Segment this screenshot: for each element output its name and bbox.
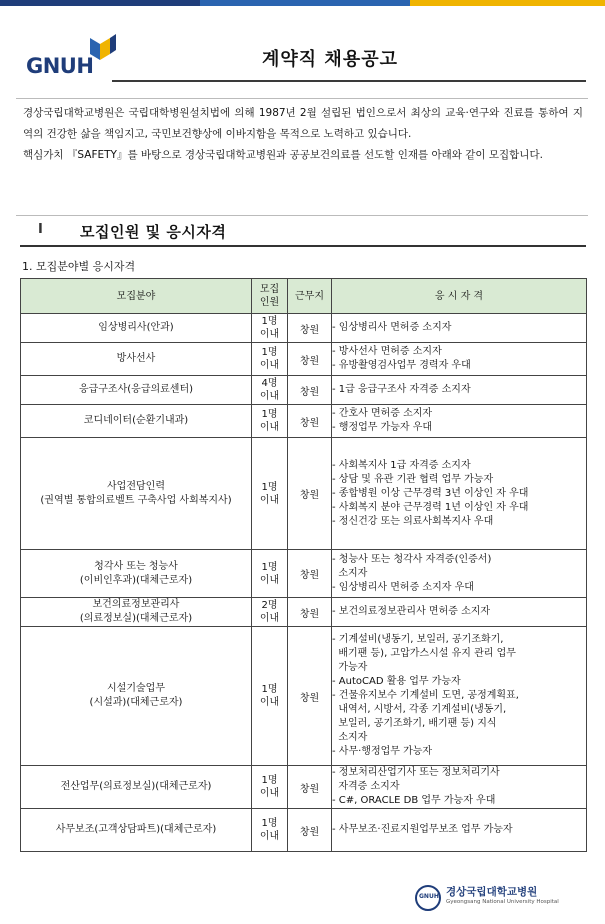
qualification-line: - 종합병원 이상 근무경력 3년 이상인 자 우대	[332, 487, 529, 499]
intro-paragraph-1: 경상국립대학교병원은 국립대학병원설치법에 의해 1987년 2월 설립된 법인으로서 최상의 교육·연구와 진료를 통하여 지역의 건강한 삶을 책임지고, 국민보건향상에 이바지함을 목적으로 노력하고 있습니다.	[23, 107, 583, 140]
qualification-line: - 1급 응급구조사 자격증 소지자	[332, 384, 471, 395]
cell-qualifications	[332, 550, 587, 598]
hospital-emblem-icon	[415, 885, 441, 911]
title-underline	[112, 80, 586, 82]
intro-paragraph-2: 핵심가치 『SAFETY』를 바탕으로 경상국립대학교병원과 공공보건의료를 선도할 인재를 아래와 같이 모집합니다.	[23, 149, 543, 161]
cell-field: 코디네이터(순환기내과)	[21, 405, 252, 438]
cell-place: 창원	[288, 376, 332, 405]
cell-count: 1명 이내	[252, 809, 288, 852]
qualification-line: - 행정업무 가능자 우대	[332, 422, 433, 433]
header-count-label: 모집 인원	[259, 284, 280, 308]
qualification-line: - 정신건강 또는 의료사회복지사 우대	[332, 515, 494, 527]
cell-count: 1명 이내	[252, 438, 288, 550]
table-row	[21, 809, 587, 852]
header-place-label: 근무지	[295, 290, 324, 302]
cell-field: 방사선사	[21, 343, 252, 376]
header-field	[21, 279, 252, 314]
qualification-line: 가능자	[332, 662, 368, 673]
table-row	[21, 598, 587, 627]
cell-count: 2명 이내	[252, 598, 288, 627]
qualification-line: 소지자	[332, 732, 368, 743]
qualification-line: - 정보처리산업기사 또는 정보처리기사	[332, 767, 500, 778]
table-row	[21, 343, 587, 376]
qualification-line: - 방사선사 면허증 소지자	[332, 346, 442, 357]
intro-text	[23, 103, 583, 166]
qualification-line: - 사회복지사 1급 자격증 소지자	[332, 459, 471, 471]
qualification-line: - 사무·행정업무 가능자	[332, 746, 433, 757]
header-place	[288, 279, 332, 314]
cell-place: 창원	[288, 766, 332, 809]
qualification-line: - 청능사 또는 청각사 자격증(인증서)	[332, 553, 492, 565]
cell-qualifications	[332, 376, 587, 405]
section-number: Ⅰ	[38, 222, 43, 237]
cell-qualifications	[332, 766, 587, 809]
qualification-line: - 간호사 면허증 소지자	[332, 408, 433, 419]
qualification-line: - C#, ORACLE DB 업무 가능자 우대	[332, 795, 496, 806]
qualification-line: - 건물유지보수 기계설비 도면, 공정계획표,	[332, 690, 519, 701]
cell-place: 창원	[288, 438, 332, 550]
top-color-bar	[0, 0, 605, 6]
cell-place: 창원	[288, 550, 332, 598]
cell-place: 창원	[288, 627, 332, 766]
cell-place: 창원	[288, 314, 332, 343]
section-title: 모집인원 및 응시자격	[80, 223, 227, 241]
qualification-line: 자격증 소지자	[332, 781, 400, 792]
qualification-line: - 기계설비(냉동기, 보일러, 공기조화기,	[332, 634, 504, 645]
table-row	[21, 314, 587, 343]
qualification-line: 소지자	[332, 567, 368, 579]
cell-qualifications	[332, 598, 587, 627]
table-row	[21, 438, 587, 550]
cell-field: 사무보조(고객상담파트)(대체근로자)	[21, 809, 252, 852]
cell-field: 보건의료정보관리사 (의료정보실)(대체근로자)	[21, 598, 252, 627]
qualification-line: 배기팬 등), 고압가스시설 유지 관리 업무	[332, 648, 516, 659]
qualification-line: - 사무보조·진료지원업무보조 업무 가능자	[332, 824, 513, 835]
cell-qualifications	[332, 405, 587, 438]
section-header	[20, 221, 586, 245]
cell-field: 임상병리사(안과)	[21, 314, 252, 343]
qualification-line: - 임상병리사 면허증 소지자	[332, 322, 452, 333]
cell-field: 사업전담인력 (권역별 통합의료벨트 구축사업 사회복지사)	[21, 438, 252, 550]
cell-field: 청각사 또는 청능사 (이비인후과)(대체근로자)	[21, 550, 252, 598]
cell-count: 1명 이내	[252, 627, 288, 766]
qualification-line: - AutoCAD 활용 업무 가능자	[332, 676, 461, 687]
cell-place: 창원	[288, 343, 332, 376]
top-bar-navy-segment	[0, 0, 200, 6]
logo-text: GNUH	[26, 54, 94, 78]
cell-count: 1명 이내	[252, 405, 288, 438]
qualification-line: - 사회복지 분야 근무경력 1년 이상인 자 우대	[332, 501, 529, 513]
cell-field: 시설기술업무 (시설과)(대체근로자)	[21, 627, 252, 766]
recruitment-table	[20, 278, 587, 852]
table-row	[21, 766, 587, 809]
header-count	[252, 279, 288, 314]
cell-place: 창원	[288, 405, 332, 438]
header-quals-label: 응 시 자 격	[434, 290, 484, 302]
qualification-line: - 임상병리사 면허증 소지자 우대	[332, 581, 474, 593]
header-quals	[332, 279, 587, 314]
qualification-line: - 보건의료정보관리사 면허증 소지자	[332, 606, 491, 617]
gnuh-logo	[26, 34, 116, 80]
qualification-line: - 유방촬영검사업무 경력자 우대	[332, 360, 471, 371]
table-row	[21, 376, 587, 405]
section-rule	[20, 245, 586, 247]
table-body	[21, 314, 587, 852]
table-row	[21, 627, 587, 766]
cell-qualifications	[332, 627, 587, 766]
cell-qualifications	[332, 438, 587, 550]
cell-count: 1명 이내	[252, 550, 288, 598]
cell-count: 1명 이내	[252, 314, 288, 343]
subheading: 1. 모집분야별 응시자격	[22, 260, 136, 273]
table-row	[21, 550, 587, 598]
cell-count: 1명 이내	[252, 766, 288, 809]
qualification-line: 내역서, 시방서, 각종 기계설비(냉동기,	[332, 704, 507, 715]
cell-qualifications	[332, 314, 587, 343]
qualification-line: 보일러, 공기조화기, 배기팬 등) 지식	[332, 718, 497, 729]
qualification-line: - 상담 및 유관 기관 협력 업무 가능자	[332, 473, 494, 485]
page-title: 계약직 채용공고	[262, 49, 398, 70]
table-row	[21, 405, 587, 438]
header-field-label: 모집분야	[116, 290, 156, 302]
cell-qualifications	[332, 809, 587, 852]
logo-flag-icon	[88, 34, 118, 62]
cell-place: 창원	[288, 598, 332, 627]
top-bar-blue-segment	[200, 0, 410, 6]
emblem-text: GNUH	[419, 893, 439, 900]
cell-field: 전산업무(의료정보실)(대체근로자)	[21, 766, 252, 809]
cell-count: 1명 이내	[252, 343, 288, 376]
cell-qualifications	[332, 343, 587, 376]
cell-place: 창원	[288, 809, 332, 852]
table-header-row	[21, 279, 587, 314]
cell-count: 4명 이내	[252, 376, 288, 405]
top-bar-yellow-segment	[410, 0, 605, 6]
cell-field: 응급구조사(응급의료센터)	[21, 376, 252, 405]
footer-hospital-name: 경상국립대학교병원	[446, 886, 538, 898]
footer-hospital-logo	[415, 884, 585, 912]
footer-hospital-english-name: Gyeongsang National University Hospital	[446, 899, 559, 905]
